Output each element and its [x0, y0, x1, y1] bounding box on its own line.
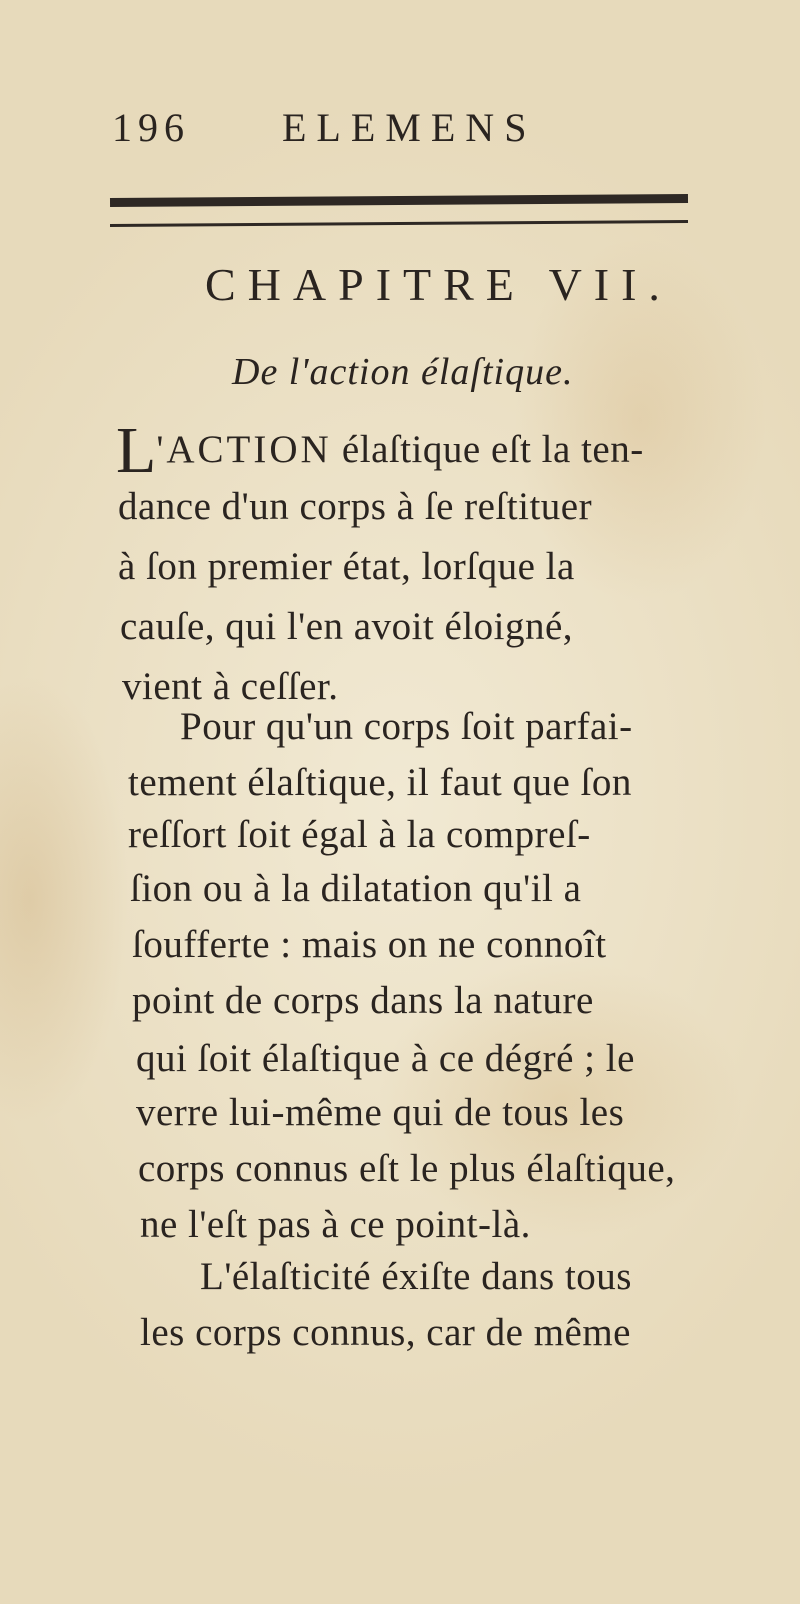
text-line: ſoufferte : mais on ne connoît	[132, 923, 607, 966]
text-line: tement élaſtique, il faut que ſon	[128, 761, 632, 804]
text-line-1	[116, 414, 644, 487]
running-title: ELEMENS	[282, 105, 537, 150]
opening-small-caps: 'ACTION	[156, 428, 332, 471]
text-line: reſſort ſoit égal à la compreſ-	[128, 813, 591, 856]
header-rule-thin	[110, 220, 688, 227]
text-line: verre lui-même qui de tous les	[136, 1091, 625, 1134]
text-line: ne l'eſt pas à ce point-là.	[140, 1203, 531, 1246]
line-1-rest: élaſtique eſt la ten-	[331, 428, 644, 471]
text-line: point de corps dans la nature	[132, 979, 594, 1022]
text-line: les corps connus, car de même	[140, 1311, 631, 1354]
page-number: 196	[112, 105, 190, 150]
text-line: corps connus eſt le plus élaſtique,	[138, 1147, 676, 1190]
text-line: à ſon premier état, lorſque la	[118, 545, 575, 588]
header-rule-thick	[110, 194, 688, 207]
text-line: dance d'un corps à ſe reſtituer	[118, 485, 593, 528]
text-line: ſion ou à la dilatation qu'il a	[130, 867, 582, 910]
page-header	[112, 104, 536, 151]
text-line: vient à ceſſer.	[122, 665, 339, 708]
drop-cap: L	[116, 414, 157, 487]
text-line: Pour qu'un corps ſoit parfai-	[180, 705, 633, 748]
text-line: qui ſoit élaſtique à ce dégré ; le	[136, 1037, 635, 1080]
chapter-title: CHAPITRE VII.	[205, 259, 672, 310]
text-line: cauſe, qui l'en avoit éloigné,	[120, 605, 574, 648]
chapter-subtitle: De l'action élaſtique.	[232, 351, 574, 393]
text-line: L'élaſticité éxiſte dans tous	[200, 1255, 632, 1298]
